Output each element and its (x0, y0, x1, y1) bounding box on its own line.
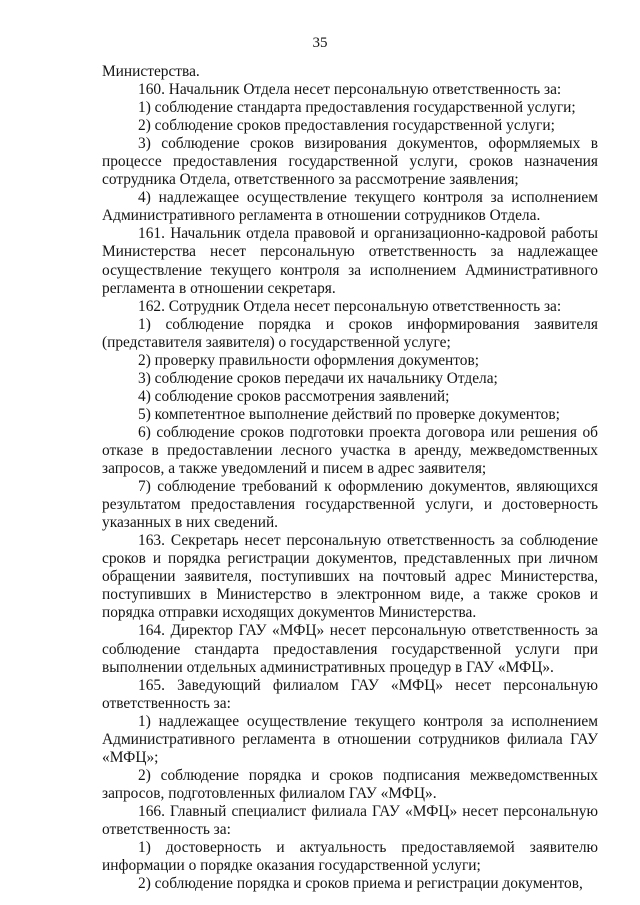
paragraph: 5) компетентное выполнение действий по проверке документов; (138, 405, 560, 423)
paragraph: 163. Секретарь несет персональную ответственность за соблюдение сроков и порядка регистрации документов, представленных при личном обращении заявителя, поступивших на почтовый адрес Министерства, поступивших в Министерство в электронном виде, а также сроков и порядка отправки исходящих документов Министерства. (102, 532, 598, 622)
paragraph: 162. Сотрудник Отдела несет персональную ответственность за: (138, 297, 562, 315)
document-body (102, 63, 598, 893)
paragraph: 161. Начальник отдела правовой и организационно-кадровой работы Министерства несет персональную ответственность за надлежащее осуществление текущего контроля за исполнением Административного регламента в отношении секретаря. (102, 225, 598, 297)
paragraph: 2) соблюдение порядка и сроков подписания межведомственных запросов, подготовленных филиалом ГАУ «МФЦ». (102, 766, 598, 802)
paragraph: 2) соблюдение порядка и сроков приема и регистрации документов, (138, 875, 583, 893)
paragraph: 6) соблюдение сроков подготовки проекта договора или решения об отказе в предоставлении лесного участка в аренду, межведомственных запросов, а также уведомлений и писем в адрес заявителя; (102, 423, 598, 478)
paragraph: 1) соблюдение стандарта предоставления государственной услуги; (138, 99, 576, 117)
paragraph: 164. Директор ГАУ «МФЦ» несет персональную ответственность за соблюдение стандарта предоставления государственной услуги при выполнении отдельных административных процедур в ГАУ «МФЦ». (102, 622, 598, 676)
paragraph: 2) проверку правильности оформления документов; (138, 351, 480, 369)
paragraph: Министерства. (102, 63, 200, 80)
paragraph: 3) соблюдение сроков передачи их начальнику Отдела; (138, 369, 498, 387)
paragraph: 2) соблюдение сроков предоставления государственной услуги; (138, 117, 555, 135)
paragraph: 1) надлежащее осуществление текущего контроля за исполнением Административного регламента в отношении сотрудников филиала ГАУ «МФЦ»; (102, 712, 598, 766)
paragraph: 1) соблюдение порядка и сроков информирования заявителя (представителя заявителя) о государственной услуге; (102, 315, 598, 351)
paragraph: 4) надлежащее осуществление текущего контроля за исполнением Административного регламента в отношении сотрудников Отдела. (102, 189, 598, 225)
paragraph: 1) достоверность и актуальность предоставляемой заявителю информации о порядке оказания государственной услуги; (102, 839, 598, 875)
paragraph: 160. Начальник Отдела несет персональную ответственность за: (138, 81, 562, 99)
paragraph: 166. Главный специалист филиала ГАУ «МФЦ» несет персональную ответственность за: (102, 802, 598, 838)
paragraph: 165. Заведующий филиалом ГАУ «МФЦ» несет персональную ответственность за: (102, 676, 598, 712)
paragraph: 3) соблюдение сроков визирования документов, оформляемых в процессе предоставления государственной услуги, сроков назначения сотрудника Отдела, ответственного за рассмотрение заявления; (102, 135, 598, 189)
paragraph: 7) соблюдение требований к оформлению документов, являющихся результатом предоставления государственной услуги, и достоверность указанных в них сведений. (102, 478, 598, 532)
paragraph: 4) соблюдение сроков рассмотрения заявлений; (138, 387, 450, 405)
page-number: 35 (312, 35, 328, 51)
